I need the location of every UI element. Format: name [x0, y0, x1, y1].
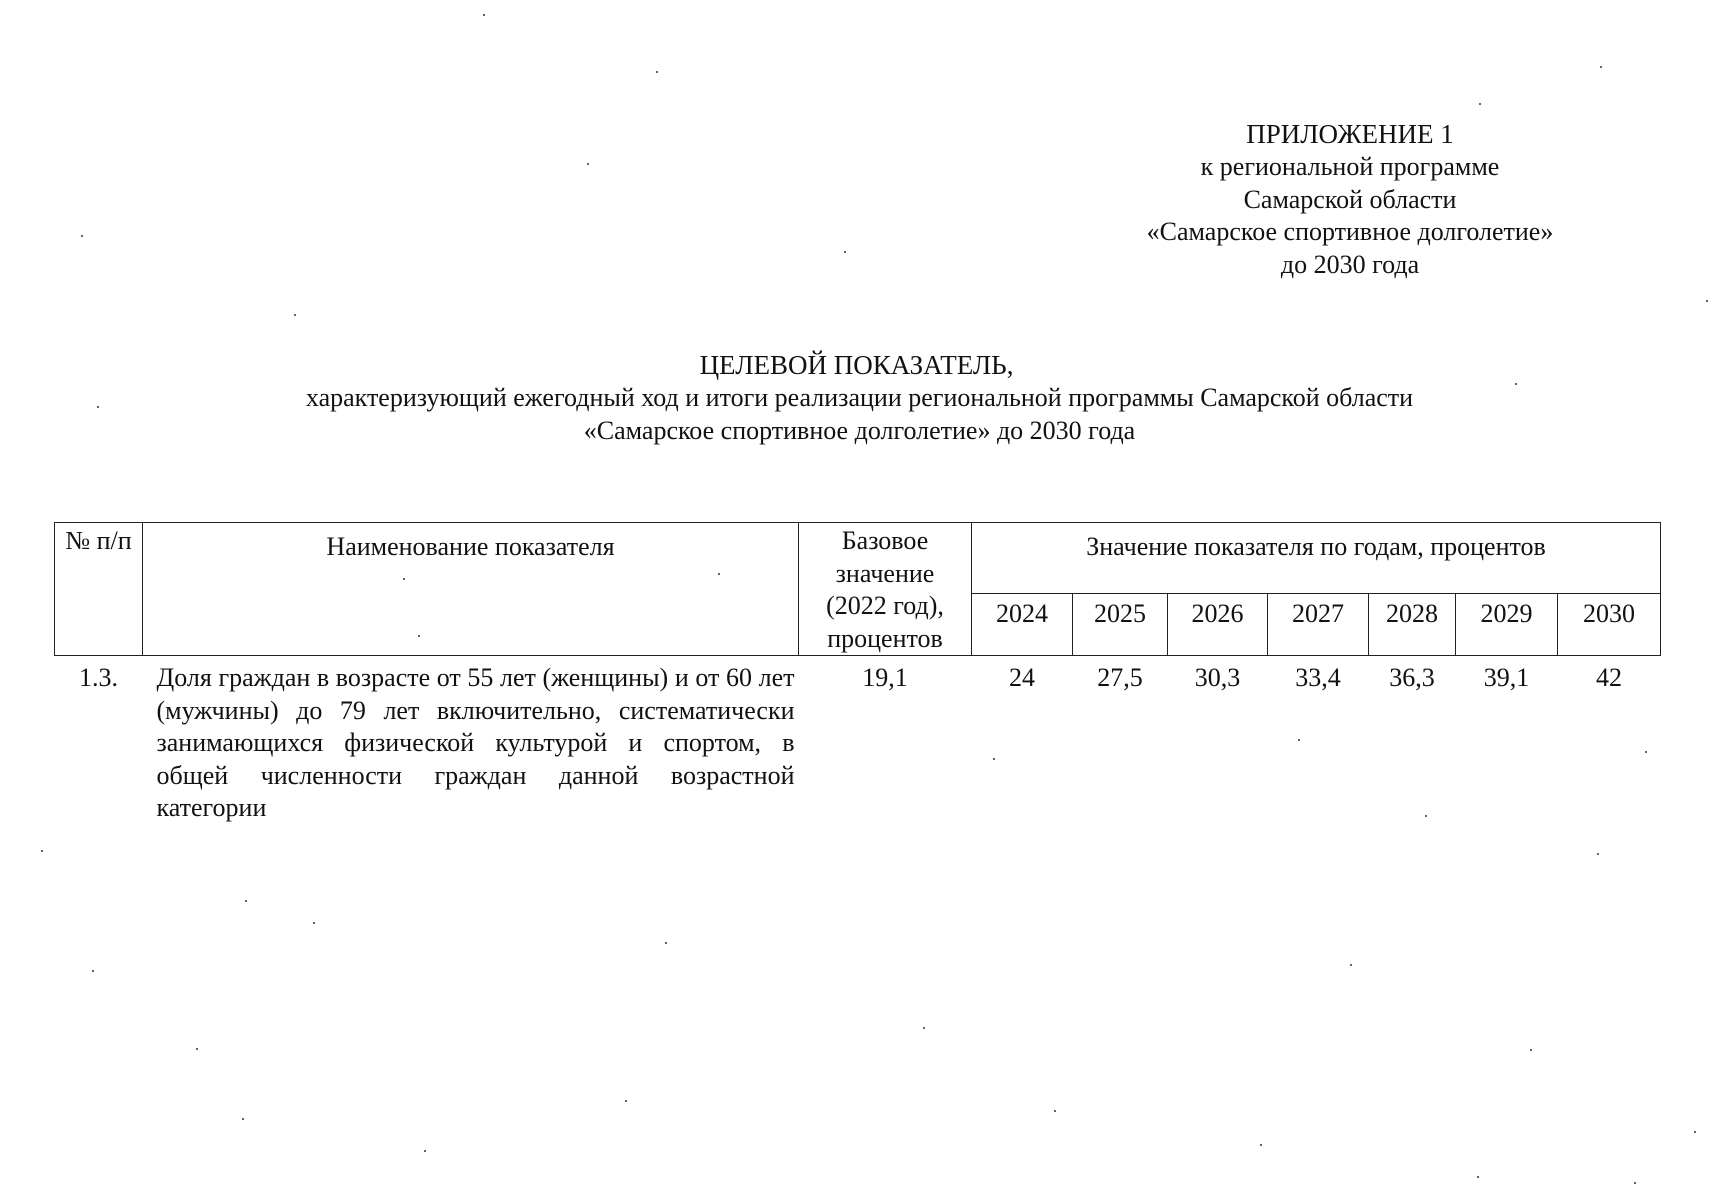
scan-speck [625, 1100, 627, 1102]
header-year: 2027 [1268, 594, 1369, 656]
row-number: 1.3. [79, 663, 118, 692]
table-row [55, 656, 1661, 825]
scan-speck [1298, 739, 1300, 741]
header-name: Наименование показателя [143, 523, 799, 656]
appendix-line: «Самарское спортивное долголетие» [1146, 217, 1554, 246]
scan-speck [718, 573, 720, 575]
scan-speck [92, 970, 94, 972]
heading-title: ЦЕЛЕВОЙ ПОКАЗАТЕЛЬ, [699, 350, 1014, 380]
header-year: 2030 [1558, 594, 1661, 656]
scan-speck [41, 850, 43, 852]
heading-subtitle: «Самарское спортивное долголетие» до 2030 года [583, 415, 1136, 445]
scan-speck [656, 71, 658, 73]
scan-speck [313, 922, 315, 924]
scan-speck [1597, 853, 1599, 855]
scan-speck [993, 758, 995, 760]
heading-subtitle: характеризующий ежегодный ход и итоги реализации региональной программы Самарской области [305, 383, 1414, 412]
scan-speck [665, 942, 667, 944]
row-indicator-name: Доля граждан в возрасте от 55 лет (женщины) и от 60 лет (мужчины) до 79 лет включительно, систематически занимающихся физической культурой и спортом, в общей численности граждан данной возрастной категории [156, 663, 795, 822]
scan-speck [1350, 964, 1352, 966]
scan-speck [294, 314, 296, 316]
scan-speck [1054, 1110, 1056, 1112]
scan-speck [923, 1027, 925, 1029]
row-year-value: 30,3 [1194, 663, 1241, 692]
header-base-value: Базовое значение (2022 год), процентов [799, 523, 972, 656]
appendix-block [1100, 117, 1600, 281]
scan-speck [1694, 1131, 1696, 1133]
header-year: 2028 [1369, 594, 1456, 656]
indicator-table [54, 522, 1661, 825]
header-year: 2026 [1168, 594, 1268, 656]
scan-speck [196, 1048, 198, 1050]
scan-speck [424, 1150, 426, 1152]
scan-speck [483, 14, 485, 16]
row-year-value: 33,4 [1295, 663, 1341, 692]
header-years-group: Значение показателя по годам, процентов [972, 523, 1661, 594]
appendix-title: ПРИЛОЖЕНИЕ 1 [1246, 119, 1454, 149]
appendix-line: до 2030 года [1280, 249, 1420, 279]
scan-speck [1425, 815, 1427, 817]
scan-speck [587, 163, 589, 165]
row-year-value: 39,1 [1483, 663, 1530, 692]
header-year: 2025 [1073, 594, 1168, 656]
scan-speck [1530, 1049, 1532, 1051]
scan-speck [242, 1118, 244, 1120]
header-year: 2029 [1456, 594, 1558, 656]
header-number: № п/п [55, 523, 143, 656]
scan-speck [1645, 751, 1647, 753]
row-year-value: 27,5 [1097, 663, 1143, 692]
appendix-line: к региональной программе [1200, 152, 1500, 181]
scan-speck [1515, 383, 1517, 385]
row-year-value: 36,3 [1389, 663, 1435, 692]
scan-speck [1260, 1144, 1262, 1146]
scan-speck [1477, 1176, 1479, 1178]
row-year-value: 42 [1596, 663, 1622, 692]
scan-speck [97, 406, 99, 408]
row-year-value: 24 [1009, 663, 1035, 692]
document-heading [0, 349, 1719, 447]
scan-speck [1600, 66, 1602, 68]
scan-speck [403, 578, 405, 580]
scan-speck [81, 235, 83, 237]
scan-speck [1634, 1182, 1636, 1184]
scan-speck [1706, 300, 1708, 302]
header-year: 2024 [972, 594, 1073, 656]
row-base-value: 19,1 [862, 663, 908, 692]
scan-speck [844, 251, 846, 253]
appendix-line: Самарской области [1243, 184, 1457, 214]
scan-speck [418, 635, 420, 637]
scan-speck [1479, 103, 1481, 105]
scan-speck [245, 900, 247, 902]
